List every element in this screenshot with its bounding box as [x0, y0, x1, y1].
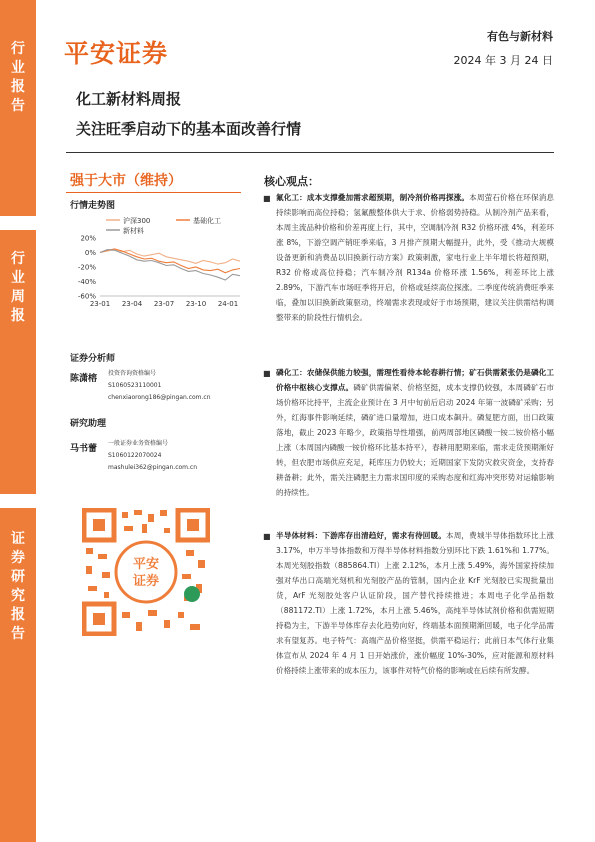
analyst-section-title: 证券分析师 [70, 354, 116, 364]
paragraph-fluorine-body: 本周萤石价格在环保消息持续影响而高位持稳；氢氟酸整体供大于求、价格弱势持稳。从制冷剂产品来看，本周主流品种价格和价差再度上行，其中，空调制冷剂 R32 价格环涨 4%，利差环涨 8%，下游空调产销旺季来临，3 月排产预期大幅提升，此外，受《推动大规模设备更新和消费品以旧换新行动方案》政策刺激，家电行业上半年增长将超预期，R32 价格或高位持稳；汽车制冷剂 R134a 价格环涨 1.56%，利差环比上涨 2.89%，下游汽车市场旺季将开启，价格或延续高位探涨。二季度传统消费旺季来临，叠加以旧换新政策驱动，终端需求表现或好于市场预期，建议关注供需结构调整带来的阶段性行情机会。 [276, 193, 555, 322]
sidebar-char: 业 [11, 60, 25, 76]
sidebar-char: 研 [11, 569, 25, 585]
sidebar-char: 行 [11, 41, 25, 57]
sidebar-char: 究 [11, 588, 25, 604]
legend-label: 新材料 [123, 227, 144, 235]
sidebar [0, 0, 36, 842]
analyst-info [108, 368, 211, 404]
core-views-title: 核心观点： [264, 175, 319, 188]
sidebar-char: 业 [11, 270, 25, 286]
sidebar-label-industry-report [0, 40, 36, 116]
sidebar-divider [0, 494, 36, 508]
x-tick-label: 23-07 [153, 300, 175, 308]
x-tick-label: 24-01 [217, 300, 239, 308]
report-date: 2024 年 3 月 24 日 [453, 54, 553, 67]
series-line [100, 250, 240, 280]
assistant-section-title: 研究助理 [70, 419, 107, 429]
paragraph-phosphorus-body: 磷矿供需偏紧、价格坚挺，成本支撑仍较强，本周磷矿石市场价格环比持平，主流企业预计在 3 月中旬前后启动 2024 年第一波磷矿采购；另外，红海事件影响延续，磷矿进口量增加，进口成本飙升。磷复肥方面，出口政策落地，截止 2023 年略少，政策指导性增强，前两周部地区磷酸一铵二铵价格小幅上涨（本周国内磷酸一铵价格环比基本持平），春耕用肥期来临，需求走货预期渐好转，但农肥市场供应充足，耗库压力仍较大；近期国家下发防灾救灾资金，支持春耕备耕；此外，需关注磷肥主力需求国印度的采购态度和红海冲突形势对运输影响的持续性。 [276, 383, 555, 497]
sidebar-char: 周 [11, 289, 25, 305]
analyst-name: 陈潇榕 [70, 374, 98, 384]
rating-label: 强于大市（维持） [70, 173, 182, 189]
legend-label: 沪深300 [123, 217, 151, 225]
qr-badge-icon [184, 586, 200, 602]
sidebar-char: 报 [11, 79, 25, 95]
sidebar-divider [0, 216, 36, 230]
sidebar-label-industry-weekly [0, 250, 36, 326]
analyst-email[interactable]: chenxiaorong186@pingan.com.cn [108, 394, 211, 401]
assistant-email[interactable]: mashulei362@pingan.com.cn [108, 464, 198, 471]
paragraph-semiconductor-body: 本周，费城半导体指数环比上涨 3.17%，申万半导体指数和万得半导体材料指数分别环比下跌 1.61%和 1.77%。本周光刻胶指数（885864.TI）上涨 2.12%，本月上涨 5.49%，海外国家持续加强对华出口高端光刻机和光刻胶产品的管制，国内企业 KrF 光刻胶已实现批量出货，ArF 光刻胶处客户认证阶段，国产替代持续推进；本周电子化学品指数（881172.TI）上涨 1.72%，本月上涨 5.46%，高纯半导体试剂价格和供需短期持稳为主，下游半导体库存去化趋势向好，终端基本面预期渐回暖，电子化学品需求有望复苏。电子特气：高端产品价格坚挺，供需平稳运行；此前日本气体行业集体宣布从 2024 年 4 月 1 日开始涨价，涨价幅度 10%-30%，应对能源和原材料价格持续上涨带来的成本压力，该事件对特气价格的影响或在后续有所发酵。 [276, 531, 554, 675]
assistant-credential-number: S1060122070024 [108, 452, 162, 459]
bullet-icon: ■ [263, 532, 271, 541]
y-tick-label: 0% [84, 249, 96, 257]
x-tick-label: 23-04 [121, 300, 143, 308]
analyst-credential-number: S1060523110001 [108, 382, 162, 389]
assistant-info [108, 438, 197, 474]
paragraph-semiconductor [276, 528, 554, 678]
trend-chart-title: 行情走势图 [70, 201, 116, 211]
qr-code[interactable] [82, 508, 210, 636]
sidebar-char: 行 [11, 251, 25, 267]
y-tick-label: -40% [77, 278, 96, 286]
report-title: 关注旺季启动下的基本面改善行情 [76, 120, 302, 138]
qr-logo-text-bottom: 证券 [132, 574, 160, 589]
header-divider [66, 152, 554, 153]
sidebar-char: 告 [11, 98, 25, 114]
paragraph-phosphorus-heading: 磷化工：农储保供能力较强，需理性看待本轮春耕行情；矿石供需紧张仍是磷化工价格中枢核心支撑点。 [276, 368, 554, 392]
bullet-icon: ■ [263, 369, 271, 378]
paragraph-phosphorus [276, 365, 554, 500]
trend-chart [66, 212, 246, 312]
sector-label: 有色与新材料 [487, 30, 553, 43]
sidebar-char: 券 [11, 550, 25, 566]
assistant-credential-label: 一般证券业务资格编号 [108, 440, 169, 447]
report-type: 化工新材料周报 [76, 90, 182, 108]
analyst-credential-label: 投资咨询资格编号 [108, 370, 157, 377]
sidebar-char: 证 [11, 531, 25, 547]
x-tick-label: 23-10 [185, 300, 207, 308]
sidebar-label-securities-research [0, 530, 36, 644]
legend-label: 基础化工 [193, 217, 221, 225]
assistant-name: 马书蕾 [70, 444, 98, 454]
rating-divider [66, 192, 241, 193]
paragraph-semiconductor-heading: 半导体材料：下游库存出清趋好，需求有待回暖。 [276, 531, 446, 540]
bullet-icon: ■ [263, 194, 271, 203]
sidebar-char: 告 [11, 626, 25, 642]
y-tick-label: -60% [77, 292, 96, 301]
sidebar-char: 报 [11, 607, 25, 623]
brand-logo: 平安证券 [64, 39, 169, 68]
qr-logo-text-top: 平安 [132, 557, 160, 572]
paragraph-fluorine [276, 190, 554, 325]
y-tick-label: -20% [77, 263, 96, 272]
sidebar-char: 报 [11, 308, 25, 324]
y-tick-label: 20% [80, 234, 96, 243]
paragraph-fluorine-heading: 氟化工：成本支撑叠加需求超预期，制冷剂价格再探涨。 [276, 193, 470, 202]
x-tick-label: 23-01 [89, 300, 111, 308]
